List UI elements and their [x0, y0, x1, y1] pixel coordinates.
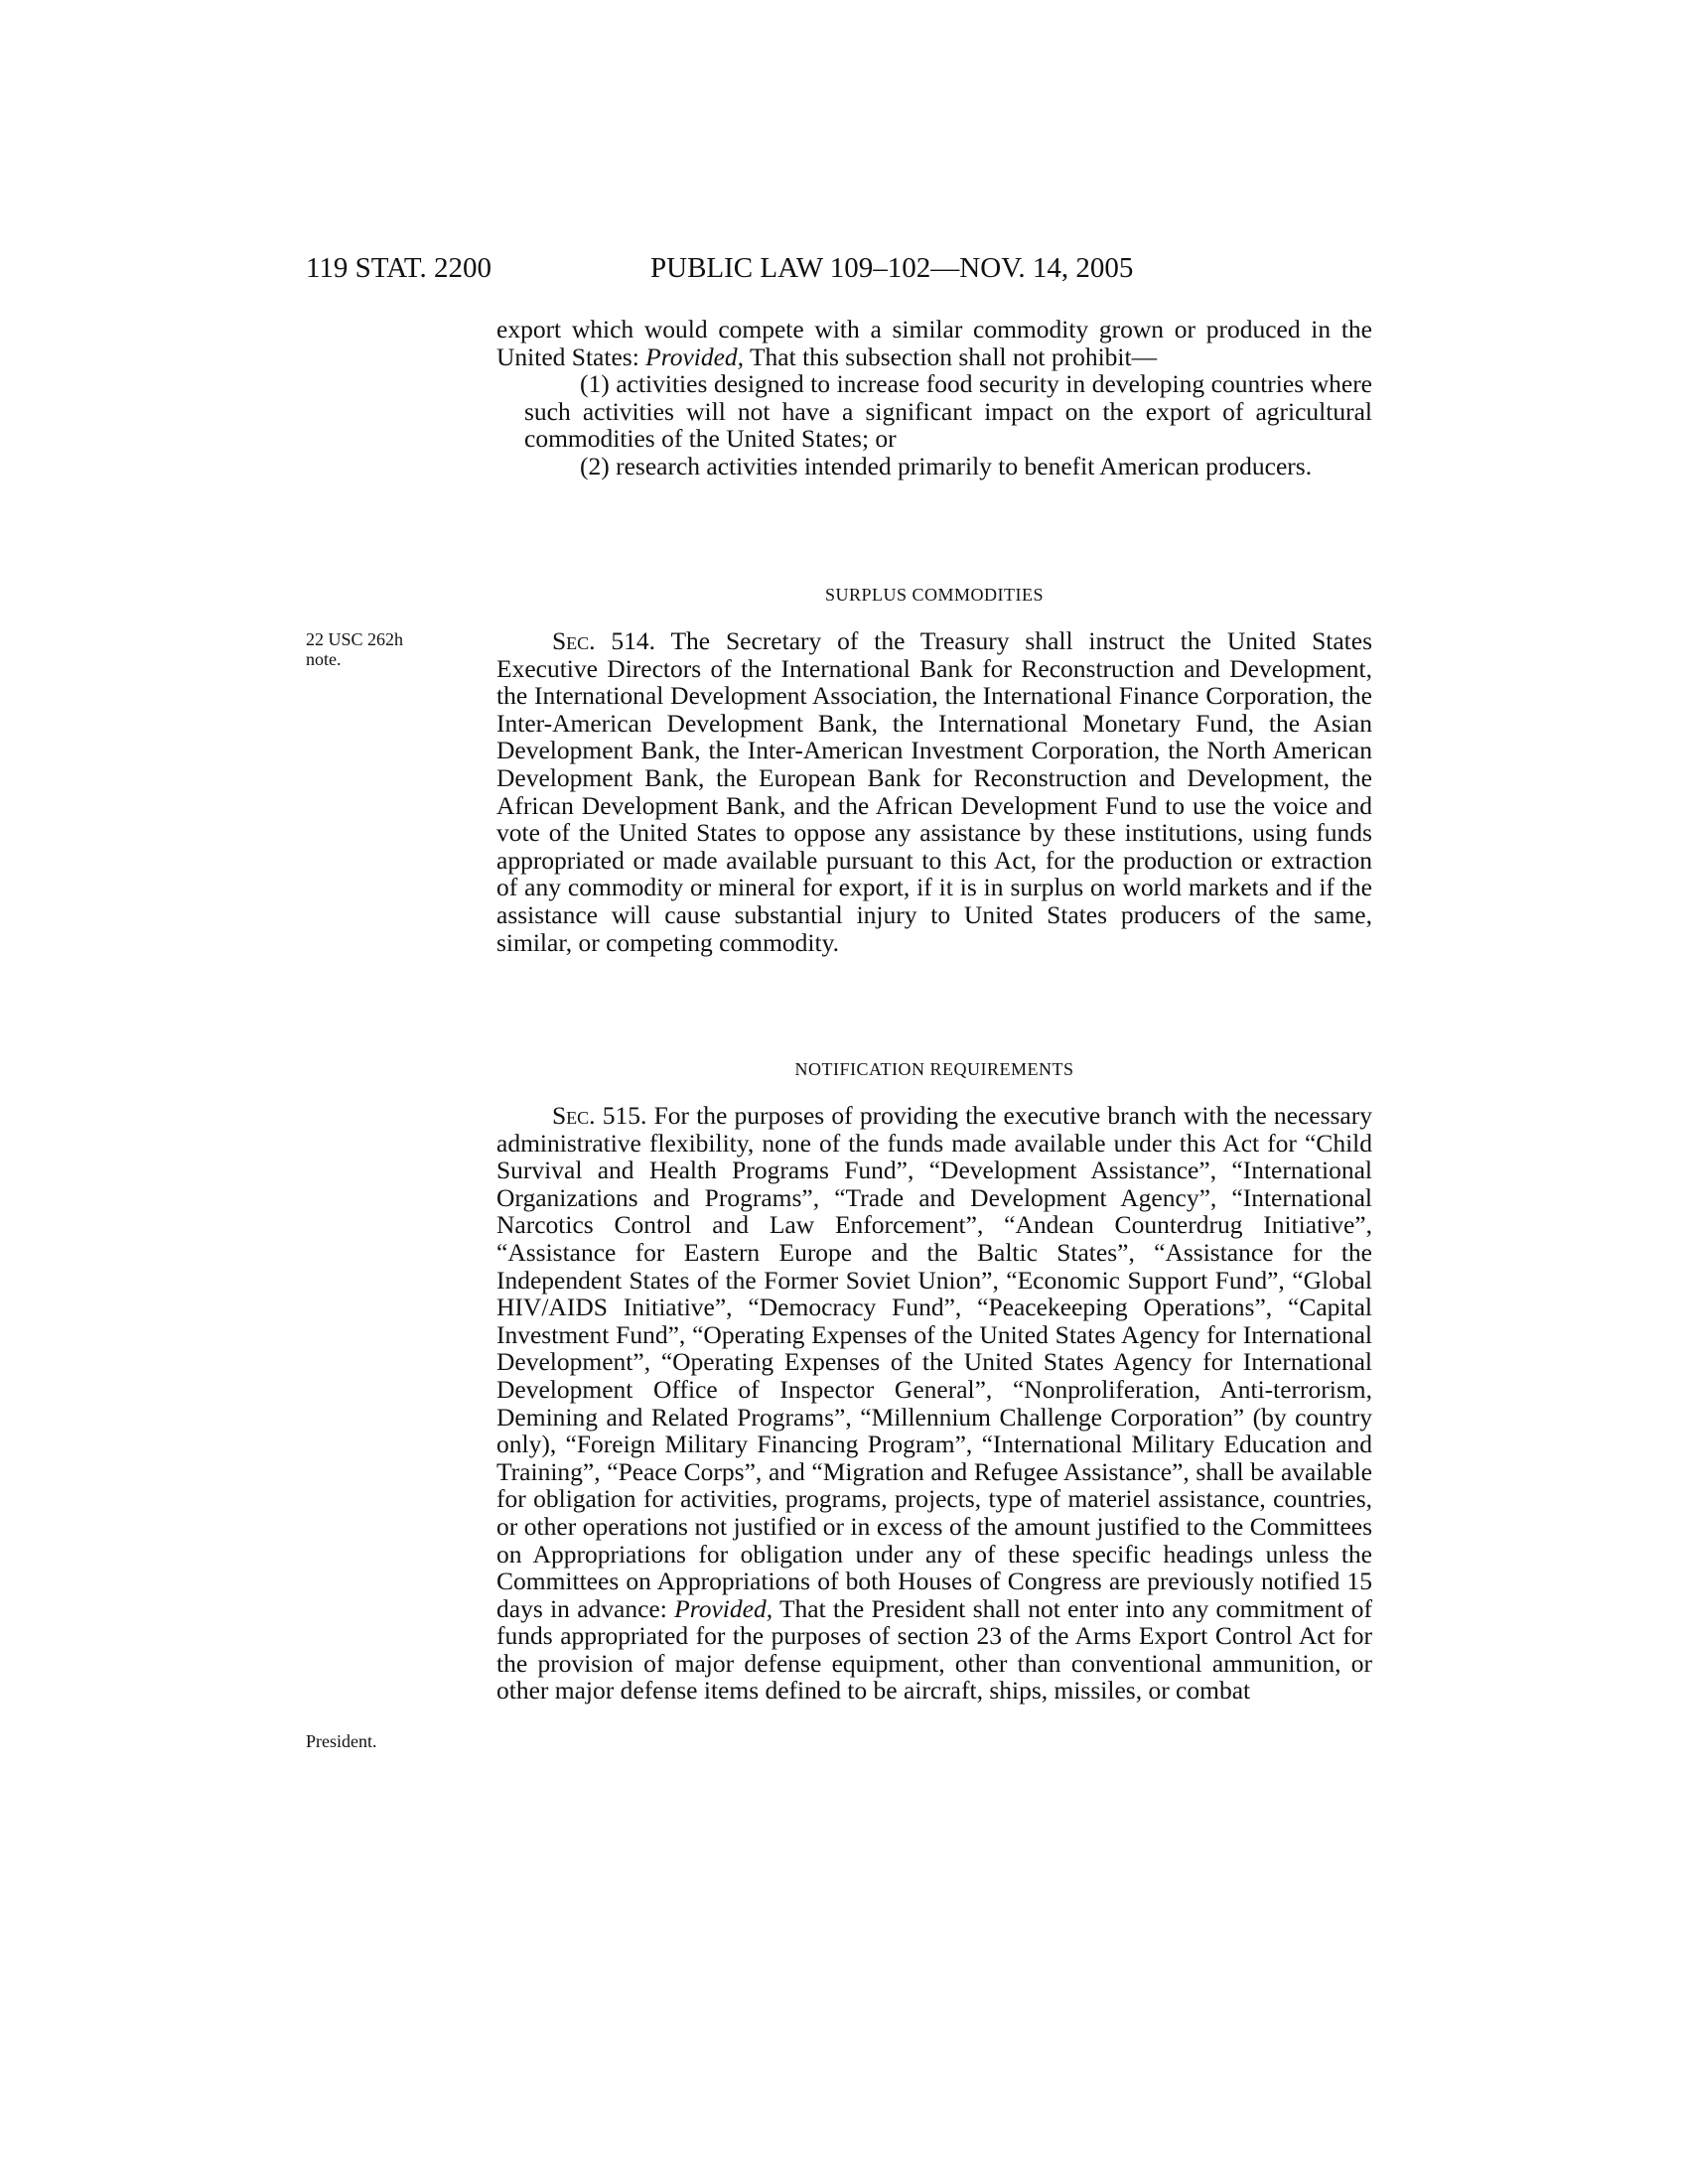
section-515-label: Sec. — [552, 1101, 596, 1130]
statute-page-number: 119 STAT. 2200 — [306, 252, 492, 284]
provided-italic: Provided, — [645, 341, 745, 371]
continuation-paragraph — [496, 316, 1372, 370]
margin-note-usc-line1: 22 USC 262h — [306, 629, 404, 649]
notification-heading: NOTIFICATION REQUIREMENTS — [794, 1059, 1074, 1079]
surplus-heading: SURPLUS COMMODITIES — [824, 585, 1045, 605]
section-514 — [496, 627, 1372, 956]
section-514-paragraph — [496, 627, 1372, 956]
section-515-provided-italic: Provided, — [674, 1593, 774, 1623]
continuation-text-a: export which would compete with a similar commodity grown or produced in the United States: — [496, 315, 1372, 371]
section-514-text: The Secretary of the Treasury shall instruct the United States Executive Directors of the International Bank for Reconstruction and Development, the International Development Association, the International Finance Corporation, the Inter-American Development Bank, the International Monetary Fund, the Asian Development Bank, the Inter-American Investment Corporation, the North American Development Bank, the European Bank for Reconstruction and Development, the African Development Bank, and the African Development Fund to use the voice and vote of the United States to oppose any assistance by these institutions, using funds appropriated or made available pursuant to this Act, for the production or extraction of any commodity or mineral for export, if it is in surplus on world markets and if the assistance will cause substantial injury to United States producers of the same, similar, or competing commodity. — [496, 626, 1372, 957]
section-515-text-a: For the purposes of providing the executive branch with the necessary administrative flexibility, none of the funds made available under this Act for “Child Survival and Health Programs Fund”, “Development Assistance”, “International Organizations and Programs”, “Trade and Development Agency”, “International Narcotics Control and Law Enforcement”, “Andean Counterdrug Initiative”, “Assistance for Eastern Europe and the Baltic States”, “Assistance for the Independent States of the Former Soviet Union”, “Economic Support Fund”, “Global HIV/AIDS Initiative”, “Democracy Fund”, “Peacekeeping Operations”, “Capital Investment Fund”, “Operating Expenses of the United States Agency for International Development”, “Operating Expenses of the United States Agency for International Development Office of Inspector General”, “Nonproliferation, Anti-terrorism, Demining and Related Programs”, “Millennium Challenge Corporation” (by country only), “Foreign Military Financing Program”, “International Military Education and Training”, “Peace Corps”, and “Migration and Refugee Assistance”, shall be available for obligation for activities, programs, projects, type of materiel assistance, countries, or other operations not justified or in excess of the amount justified to the Committees on Appropriations for obligation under any of these specific headings unless the Committees on Appropriations of both Houses of Congress are previously notified 15 days in advance: — [496, 1101, 1372, 1623]
section-514-number: 514. — [595, 626, 656, 655]
margin-note-president: President. — [306, 1731, 377, 1751]
section-515 — [496, 1102, 1372, 1705]
margin-note-usc-line2: note. — [306, 649, 342, 669]
section-515-text-b: That the President shall not enter into any commitment of funds appropriated for the purposes of section 23 of the Arms Export Control Act for the provision of major defense equipment, other than conventional ammunition, or other major defense items defined to be aircraft, ships, missiles, or combat — [496, 1593, 1372, 1706]
margin-note-usc — [306, 629, 455, 669]
list-item-1: (1) activities designed to increase food security in developing countries where such activities will not have a significant impact on the export of agricultural commodities of the United States; or — [524, 369, 1372, 454]
running-header — [306, 248, 1372, 288]
continuation-block — [496, 316, 1372, 480]
section-515-paragraph — [496, 1102, 1372, 1705]
section-514-label: Sec. — [552, 626, 596, 655]
continuation-text-b: That this subsection shall not prohibit— — [744, 341, 1158, 371]
list-item-2: (2) research activities intended primarily to benefit American producers. — [580, 451, 1313, 480]
section-515-number: 515. — [595, 1101, 647, 1130]
public-law-title: PUBLIC LAW 109–102—NOV. 14, 2005 — [650, 252, 1134, 284]
